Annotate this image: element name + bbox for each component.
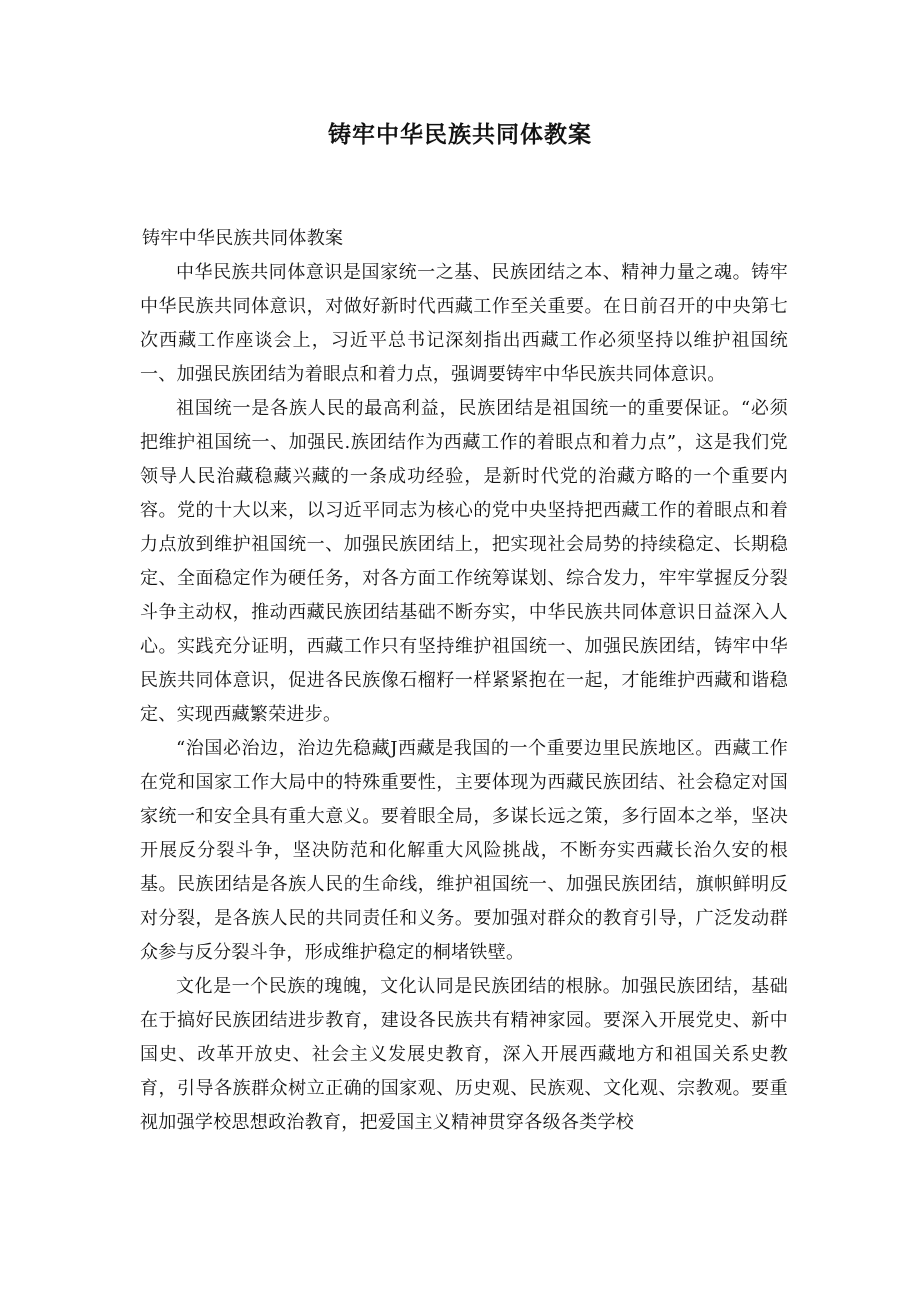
paragraph-2: 祖国统一是各族人民的最高利益，民族团结是祖国统一的重要保证。“必须把维护祖国统一、加强民.族团结作为西藏工作的着眼点和着力点”，这是我们党领导人民治藏稳藏兴藏的一条成功经验，是新时代党的治藏方略的一个重要内容。党的十大以来，以习近平同志为核心的党中央坚持把西藏工作的着眼点和着力点放到维护祖国统一、加强民族团结上，把实现社会局势的持续稳定、长期稳定、全面稳定作为硬任务，对各方面工作统筹谋划、综合发力，牢牢掌握反分裂斗争主动权，推动西藏民族团结基础不断夯实，中华民族共同体意识日益深入人心。实践充分证明，西藏工作只有坚持维护祖国统一、加强民族团结，铸牢中华民族共同体意识，促进各民族像石榴籽一样紧紧抱在一起，才能维护西藏和谐稳定、实现西藏繁荣进步。 — [140, 398, 788, 725]
paragraph-1: 中华民族共同体意识是国家统一之基、民族团结之本、精神力量之魂。铸牢中华民族共同体意识，对做好新时代西藏工作至关重要。在日前召开的中央第七次西藏工作座谈会上，习近平总书记深刻指出西藏工作必须坚持以维护祖国统一、加强民族团结为着眼点和着力点，强调要铸牢中华民族共同体意识。 — [140, 262, 788, 385]
paragraph-4: 文化是一个民族的瑰魄，文化认同是民族团结的根脉。加强民族团结，基础在于搞好民族团结进步教育，建设各民族共有精神家园。要深入开展党史、新中国史、改革开放史、社会主义发展史教育，深入开展西藏地方和祖国关系史教育，引导各族群众树立正确的国家观、历史观、民族观、文化观、宗教观。要重视加强学校思想政治教育，把爱国主义精神贯穿各级各类学校 — [140, 976, 788, 1133]
document-subtitle: 铸牢中华民族共同体教案 — [142, 228, 344, 249]
document-body — [140, 222, 788, 1140]
document-title: 铸牢中华民族共同体教案 — [328, 122, 592, 148]
paragraph-3: “治国必治边，治边先稳藏J西藏是我国的一个重要边里民族地区。西藏工作在党和国家工作大局中的特殊重要性，主要体现为西藏民族团结、社会稳定对国家统一和安全具有重大意义。要着眼全局，多谋长远之策，多行固本之举，坚决开展反分裂斗争，坚决防范和化解重大风险挑战，不断夯实西藏长治久安的根基。民族团结是各族人民的生命线，维护祖国统一、加强民族团结，旗帜鲜明反对分裂，是各族人民的共同责任和义务。要加强对群众的教育引导，广泛发动群众参与反分裂斗争，形成维护稳定的桐堵铁壁。 — [140, 738, 788, 963]
